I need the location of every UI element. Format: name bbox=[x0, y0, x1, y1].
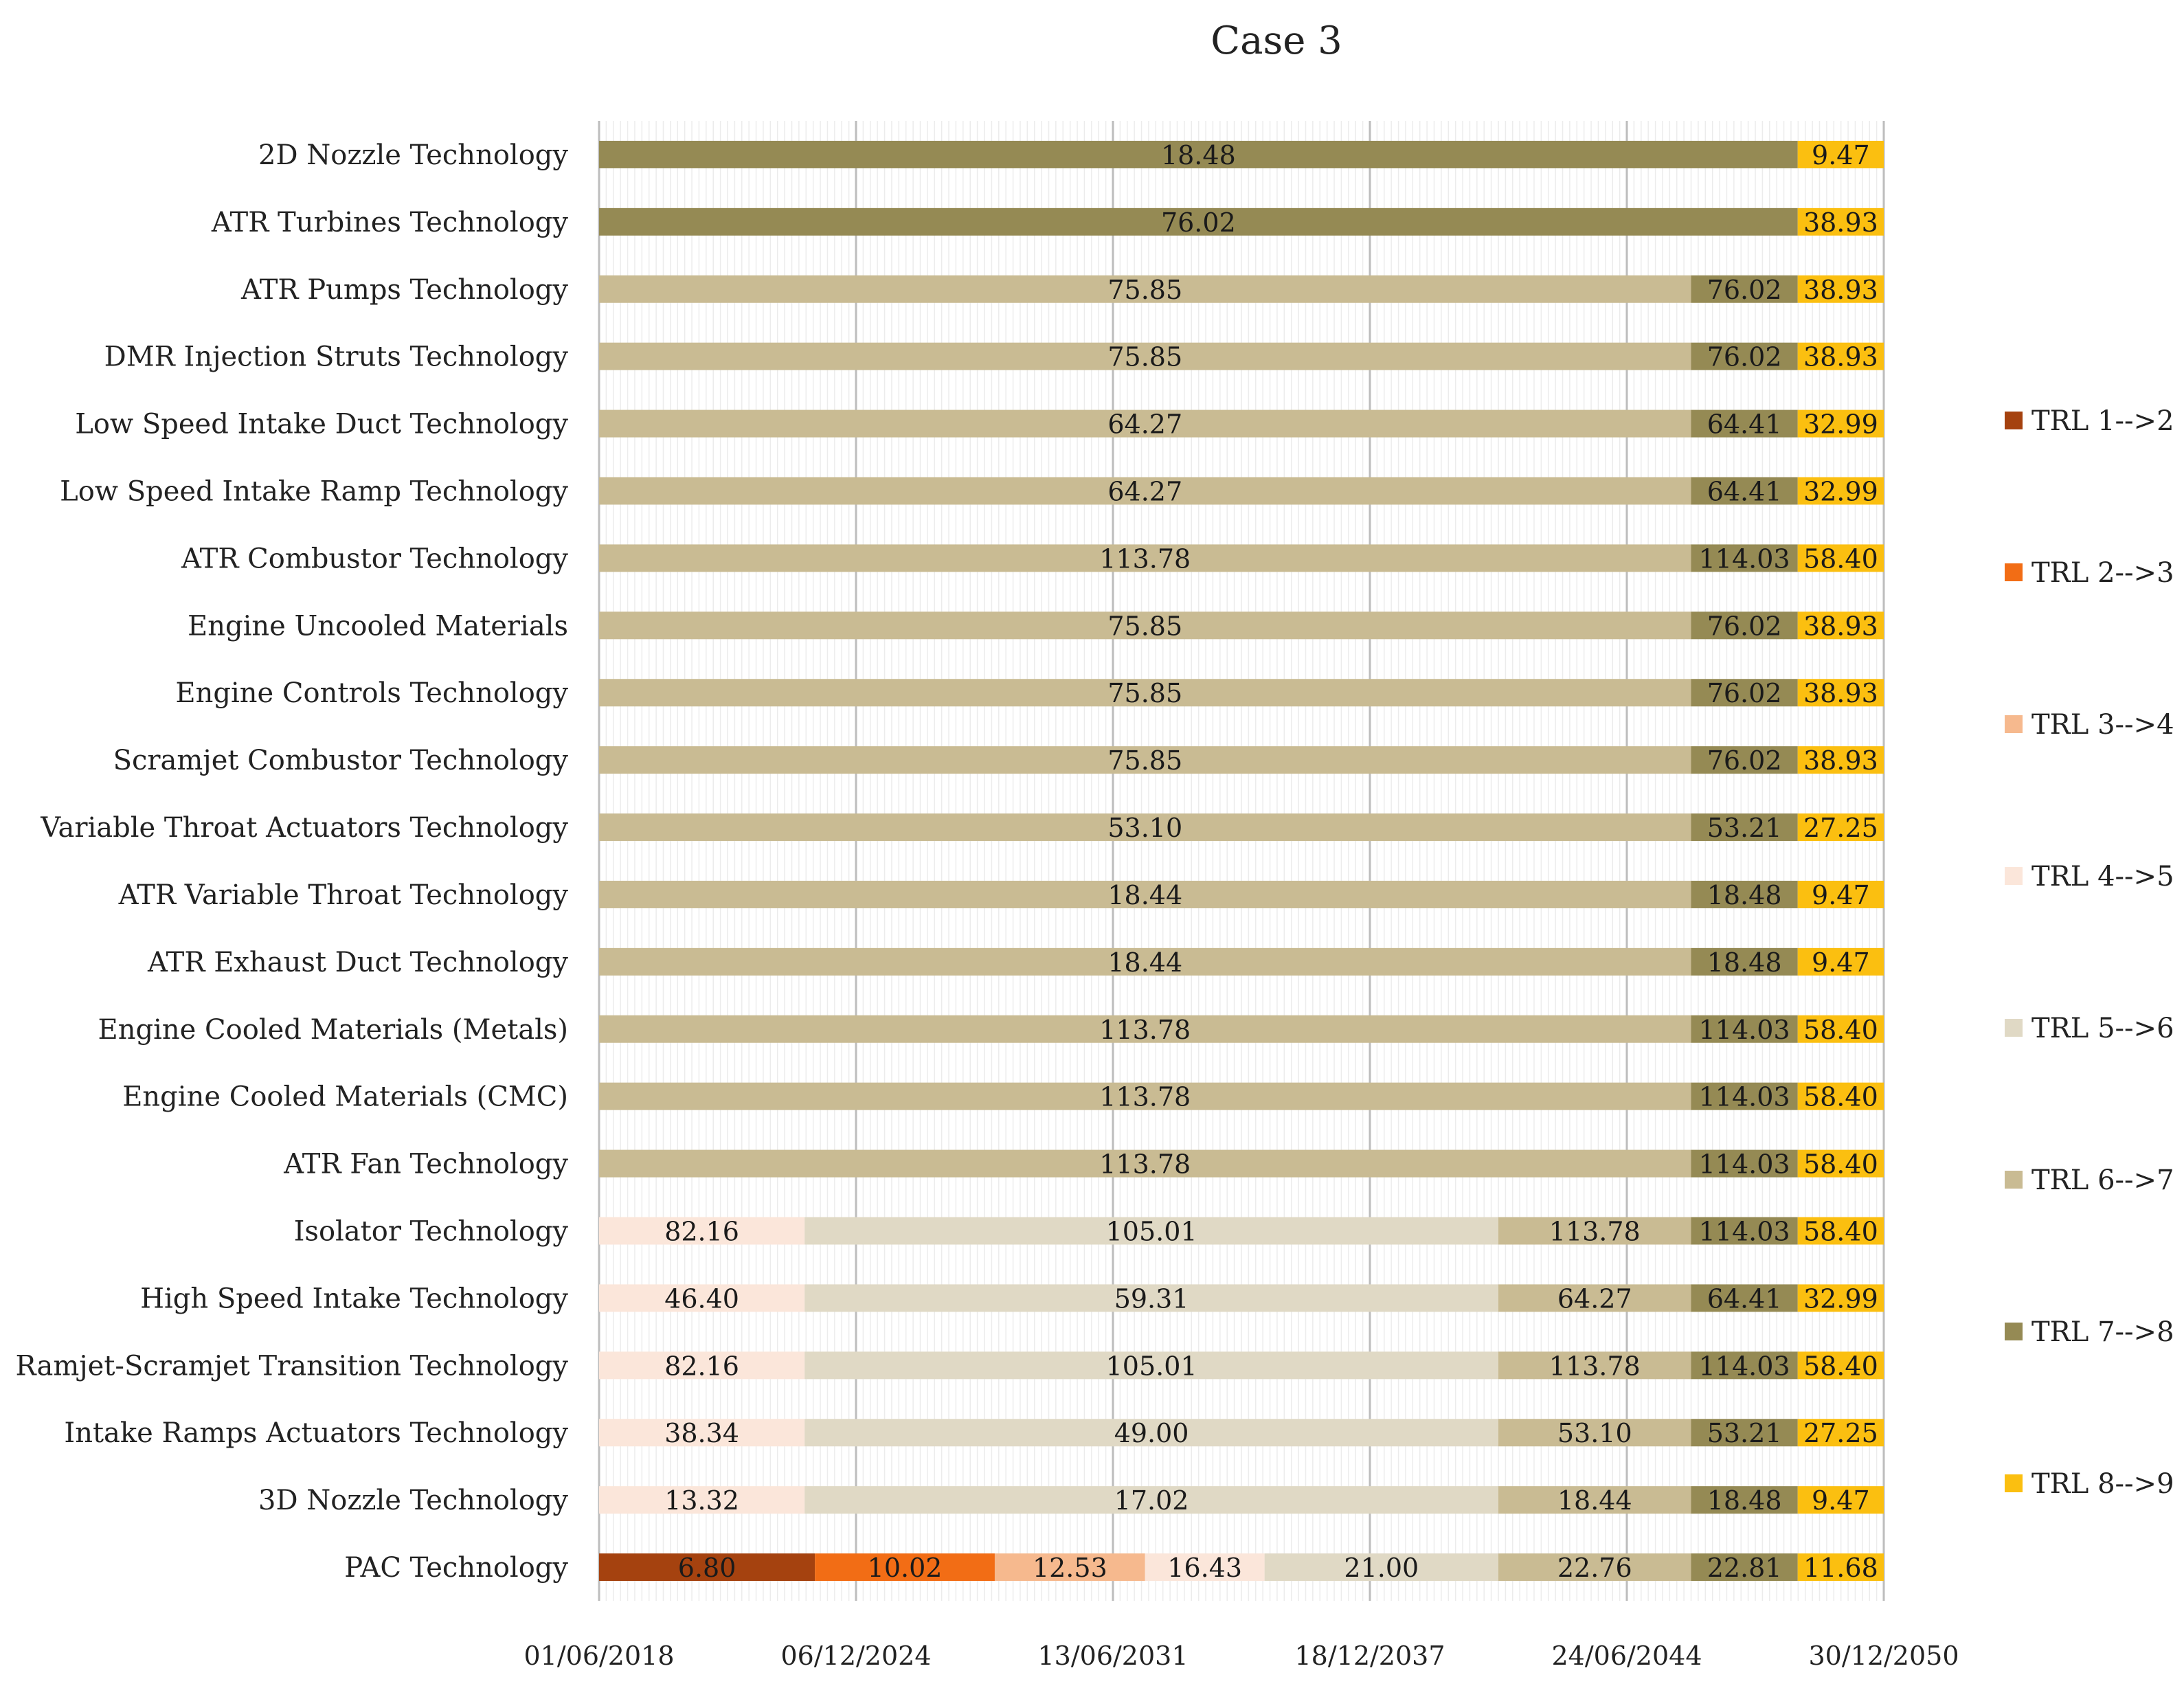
data-label: 58.40 bbox=[1803, 1216, 1878, 1247]
legend-swatch bbox=[2005, 412, 2023, 429]
data-label: 76.02 bbox=[1707, 745, 1782, 776]
category-label: Engine Cooled Materials (CMC) bbox=[122, 1081, 568, 1113]
legend-swatch bbox=[2005, 1474, 2023, 1492]
data-label: 64.27 bbox=[1557, 1283, 1632, 1314]
data-label: 105.01 bbox=[1105, 1216, 1197, 1247]
bar-row bbox=[599, 1485, 1884, 1516]
data-label: 114.03 bbox=[1698, 1149, 1790, 1180]
data-label: 38.93 bbox=[1803, 341, 1878, 372]
data-label: 58.40 bbox=[1803, 1081, 1878, 1112]
data-label: 9.47 bbox=[1812, 139, 1870, 170]
data-label: 32.99 bbox=[1803, 476, 1878, 507]
legend-item bbox=[2005, 1468, 2174, 1500]
data-label: 9.47 bbox=[1812, 1485, 1870, 1516]
data-label: 58.40 bbox=[1803, 1014, 1878, 1045]
data-label: 18.44 bbox=[1557, 1485, 1632, 1516]
data-label: 113.78 bbox=[1099, 1081, 1191, 1112]
data-label: 113.78 bbox=[1099, 1014, 1191, 1045]
data-label: 21.00 bbox=[1344, 1553, 1419, 1584]
data-label: 75.85 bbox=[1107, 274, 1183, 305]
legend-swatch bbox=[2005, 1171, 2023, 1189]
legend-label: TRL 5-->6 bbox=[2031, 1013, 2174, 1044]
data-label: 64.41 bbox=[1707, 1283, 1782, 1314]
category-label: Isolator Technology bbox=[293, 1215, 568, 1248]
legend-item bbox=[2005, 1165, 2174, 1196]
data-label: 11.68 bbox=[1803, 1553, 1878, 1584]
legend-item bbox=[2005, 709, 2174, 741]
data-label: 114.03 bbox=[1698, 543, 1790, 574]
data-label: 38.34 bbox=[664, 1418, 739, 1449]
category-label: Intake Ramps Actuators Technology bbox=[64, 1417, 568, 1450]
data-label: 18.48 bbox=[1707, 947, 1782, 978]
bar-row bbox=[599, 1217, 1884, 1247]
legend-label: TRL 3-->4 bbox=[2031, 709, 2174, 741]
data-label: 76.02 bbox=[1707, 611, 1782, 642]
category-label: ATR Pumps Technology bbox=[241, 273, 568, 306]
data-label: 16.43 bbox=[1167, 1553, 1243, 1584]
bar-row bbox=[599, 207, 1884, 238]
category-label: PAC Technology bbox=[344, 1552, 568, 1584]
x-axis-ticks bbox=[524, 1641, 1959, 1671]
legend-item bbox=[2005, 557, 2174, 589]
category-label: Low Speed Intake Duct Technology bbox=[75, 408, 568, 440]
data-label: 76.02 bbox=[1707, 274, 1782, 305]
data-label: 9.47 bbox=[1812, 947, 1870, 978]
data-label: 113.78 bbox=[1549, 1351, 1641, 1382]
bar-row bbox=[599, 813, 1884, 843]
bar-row bbox=[599, 543, 1884, 574]
legend-label: TRL 8-->9 bbox=[2031, 1468, 2174, 1500]
data-label: 38.93 bbox=[1803, 611, 1878, 642]
category-label: Variable Throat Actuators Technology bbox=[41, 812, 568, 844]
bar-row bbox=[599, 1283, 1884, 1314]
data-label: 18.48 bbox=[1707, 879, 1782, 910]
data-label: 114.03 bbox=[1698, 1351, 1790, 1382]
data-label: 38.93 bbox=[1803, 207, 1878, 238]
category-label: Engine Cooled Materials (Metals) bbox=[98, 1013, 568, 1046]
data-label: 82.16 bbox=[664, 1216, 739, 1247]
data-label: 53.10 bbox=[1557, 1418, 1632, 1449]
bar-row bbox=[599, 678, 1884, 708]
bar-row bbox=[599, 140, 1884, 170]
data-label: 53.21 bbox=[1707, 1418, 1782, 1449]
x-tick-label: 13/06/2031 bbox=[1037, 1641, 1189, 1671]
data-label: 58.40 bbox=[1803, 1351, 1878, 1382]
bar-row bbox=[599, 1082, 1884, 1112]
data-label: 64.41 bbox=[1707, 409, 1782, 440]
x-tick-label: 18/12/2037 bbox=[1294, 1641, 1445, 1671]
data-label: 32.99 bbox=[1803, 409, 1878, 440]
data-label: 64.27 bbox=[1107, 476, 1183, 507]
data-label: 53.10 bbox=[1107, 813, 1183, 844]
category-label: 3D Nozzle Technology bbox=[258, 1485, 568, 1517]
data-label: 13.32 bbox=[664, 1485, 739, 1516]
data-label: 49.00 bbox=[1114, 1418, 1189, 1449]
data-label: 75.85 bbox=[1107, 745, 1183, 776]
data-label: 38.93 bbox=[1803, 274, 1878, 305]
category-label: Low Speed Intake Ramp Technology bbox=[60, 475, 568, 508]
legend-swatch bbox=[2005, 1323, 2023, 1340]
bar-row bbox=[599, 611, 1884, 641]
bar-row bbox=[599, 1149, 1884, 1180]
data-label: 82.16 bbox=[664, 1351, 739, 1382]
data-label: 59.31 bbox=[1114, 1283, 1189, 1314]
data-label: 64.27 bbox=[1107, 409, 1183, 440]
data-label: 76.02 bbox=[1707, 678, 1782, 709]
data-label: 12.53 bbox=[1032, 1553, 1107, 1584]
data-label: 18.48 bbox=[1707, 1485, 1782, 1516]
legend bbox=[2005, 405, 2174, 1500]
legend-item bbox=[2005, 1013, 2174, 1044]
category-labels bbox=[15, 139, 568, 1584]
data-label: 38.93 bbox=[1803, 678, 1878, 709]
data-label: 18.44 bbox=[1107, 947, 1183, 978]
data-label: 9.47 bbox=[1812, 879, 1870, 910]
data-label: 27.25 bbox=[1803, 813, 1878, 844]
data-label: 22.76 bbox=[1557, 1553, 1632, 1584]
category-label: 2D Nozzle Technology bbox=[258, 139, 568, 171]
bar-row bbox=[599, 1015, 1884, 1045]
legend-label: TRL 1-->2 bbox=[2031, 405, 2174, 437]
data-label: 114.03 bbox=[1698, 1216, 1790, 1247]
category-label: Scramjet Combustor Technology bbox=[113, 745, 568, 777]
data-label: 53.21 bbox=[1707, 813, 1782, 844]
category-label: ATR Combustor Technology bbox=[181, 543, 568, 575]
category-label: Engine Controls Technology bbox=[175, 677, 568, 710]
x-tick-label: 01/06/2018 bbox=[524, 1641, 675, 1671]
legend-label: TRL 7-->8 bbox=[2031, 1316, 2174, 1348]
category-label: ATR Variable Throat Technology bbox=[118, 879, 568, 911]
legend-item bbox=[2005, 1316, 2174, 1348]
data-label: 76.02 bbox=[1160, 207, 1236, 238]
data-label: 75.85 bbox=[1107, 678, 1183, 709]
bar-row bbox=[599, 745, 1884, 776]
data-label: 58.40 bbox=[1803, 1149, 1878, 1180]
bar-row bbox=[599, 275, 1884, 305]
data-label: 64.41 bbox=[1707, 476, 1782, 507]
data-label: 22.81 bbox=[1707, 1553, 1782, 1584]
data-label: 38.93 bbox=[1803, 745, 1878, 776]
data-label: 75.85 bbox=[1107, 341, 1183, 372]
data-label: 105.01 bbox=[1105, 1351, 1197, 1382]
category-label: ATR Exhaust Duct Technology bbox=[147, 946, 568, 978]
data-label: 46.40 bbox=[664, 1283, 739, 1314]
legend-swatch bbox=[2005, 1019, 2023, 1037]
data-label: 114.03 bbox=[1698, 1081, 1790, 1112]
bar-row bbox=[599, 1351, 1884, 1381]
legend-swatch bbox=[2005, 715, 2023, 733]
category-label: Ramjet-Scramjet Transition Technology bbox=[15, 1350, 568, 1382]
legend-item bbox=[2005, 405, 2174, 437]
data-label: 113.78 bbox=[1549, 1216, 1641, 1247]
legend-label: TRL 4-->5 bbox=[2031, 861, 2174, 892]
bar-row bbox=[599, 880, 1884, 910]
category-label: ATR Fan Technology bbox=[284, 1148, 568, 1180]
data-label: 17.02 bbox=[1114, 1485, 1189, 1516]
category-label: Engine Uncooled Materials bbox=[188, 610, 568, 642]
legend-label: TRL 2-->3 bbox=[2031, 557, 2174, 589]
x-tick-label: 06/12/2024 bbox=[780, 1641, 932, 1671]
legend-item bbox=[2005, 861, 2174, 892]
legend-swatch bbox=[2005, 563, 2023, 581]
data-label: 113.78 bbox=[1099, 1149, 1191, 1180]
bar-row bbox=[599, 1418, 1884, 1448]
data-label: 75.85 bbox=[1107, 611, 1183, 642]
bar-row bbox=[599, 477, 1884, 507]
bar-row bbox=[599, 409, 1884, 440]
data-label: 114.03 bbox=[1698, 1014, 1790, 1045]
legend-swatch bbox=[2005, 867, 2023, 885]
data-label: 113.78 bbox=[1099, 543, 1191, 574]
bar-row bbox=[599, 1553, 1884, 1583]
category-label: High Speed Intake Technology bbox=[140, 1283, 568, 1315]
data-label: 76.02 bbox=[1707, 341, 1782, 372]
category-label: DMR Injection Struts Technology bbox=[104, 341, 568, 373]
data-label: 10.02 bbox=[867, 1553, 943, 1584]
data-label: 6.80 bbox=[677, 1553, 736, 1584]
legend-label: TRL 6-->7 bbox=[2031, 1165, 2174, 1196]
category-label: ATR Turbines Technology bbox=[211, 206, 568, 238]
x-tick-label: 24/06/2044 bbox=[1551, 1641, 1702, 1671]
data-label: 18.44 bbox=[1107, 879, 1183, 910]
data-label: 18.48 bbox=[1160, 139, 1236, 170]
bar-row bbox=[599, 342, 1884, 372]
chart-title: Case 3 bbox=[1211, 19, 1342, 63]
x-tick-label: 30/12/2050 bbox=[1808, 1641, 1959, 1671]
data-label: 32.99 bbox=[1803, 1283, 1878, 1314]
data-label: 27.25 bbox=[1803, 1418, 1878, 1449]
data-label: 58.40 bbox=[1803, 543, 1878, 574]
bar-row bbox=[599, 947, 1884, 978]
